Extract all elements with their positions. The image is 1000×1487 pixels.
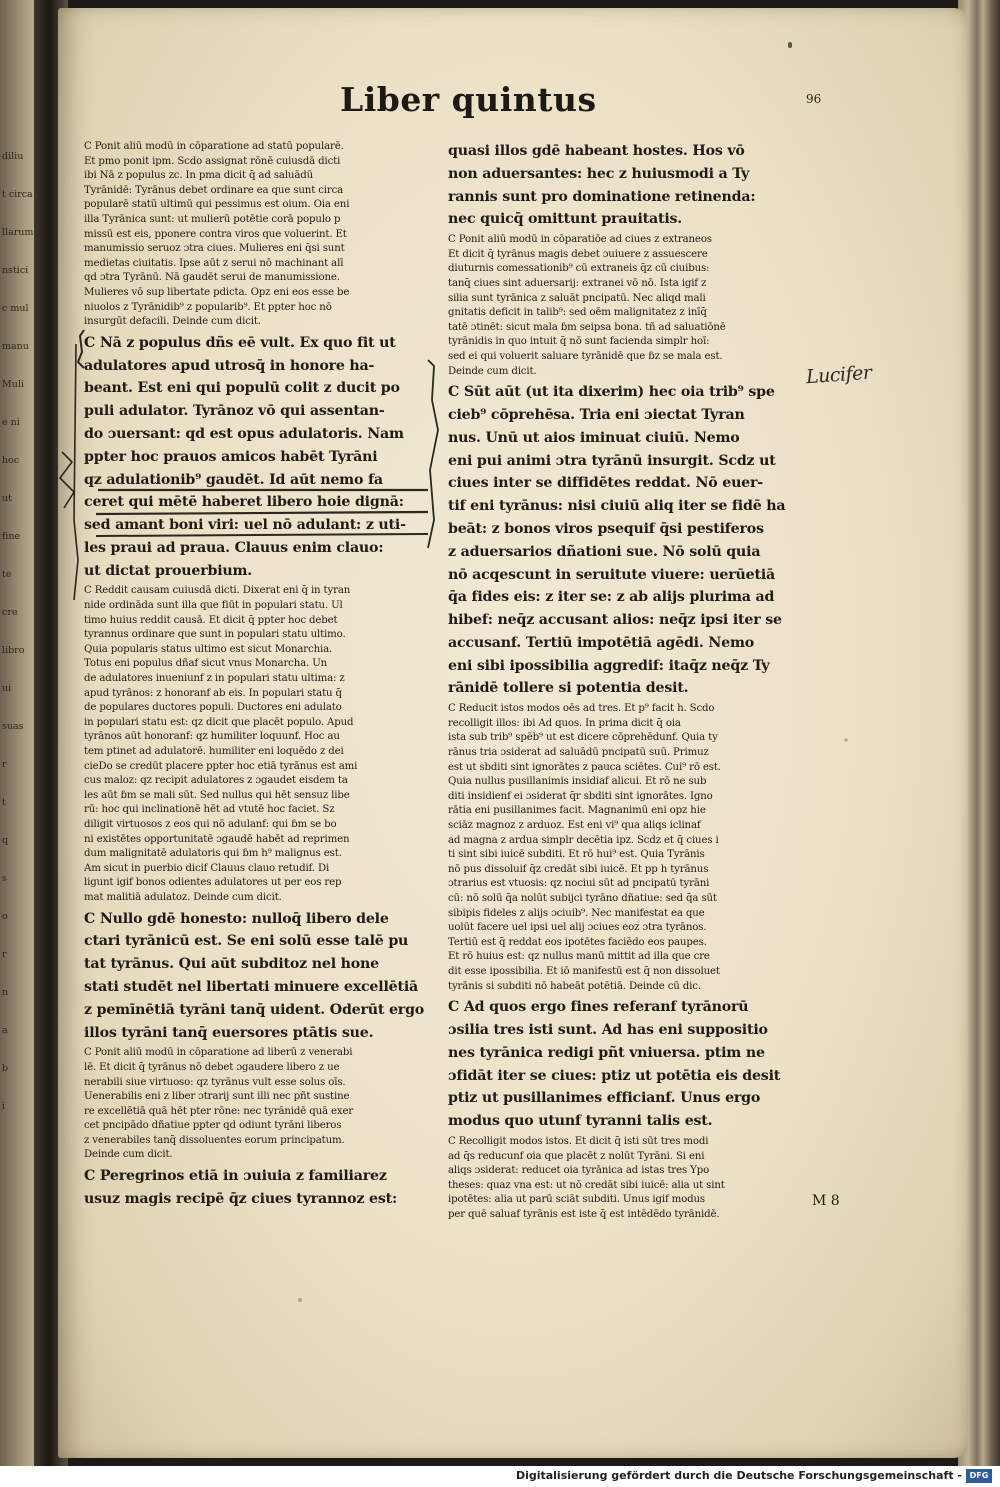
text-line: ligunt igif bonos odientes adulatores ut per eos rep [84, 877, 342, 889]
text-line: diuturnis comessationib⁹ cū extraneis q̄z cū ciuibus: [448, 263, 710, 275]
left-page-fragment: fine [2, 531, 21, 542]
text-line: tyrannus ordinare que sunt in populari statu ultimo. [84, 629, 346, 641]
left-page-fragment: suas [2, 721, 24, 732]
text-line: cieDo se credūt placere ppter hoc etiā tyrānus est ami [84, 760, 358, 772]
text-line: ibi Nā z populus zc. In pma dicit q̄ ad saluādū [84, 170, 314, 182]
text-line: tyrānidis in quo intuit q̄ nō sunt facienda simplr hoī: [448, 336, 710, 348]
left-page-fragment: hoc [2, 455, 20, 466]
text-line: les praui ad praua. Clauus enim clauo: [84, 539, 384, 556]
underline-2 [96, 512, 428, 514]
text-line: C Recolligit modos istos. Et dicit q̄ isti sūt tres modi [448, 1135, 709, 1147]
left-page-fragment: libro [2, 645, 25, 656]
text-line: beant. Est eni qui populū colit z ducit po [84, 380, 400, 397]
text-line: re excellētiā quā hēt pter rōne: nec tyrānidē quā exer [84, 1105, 354, 1117]
text-line: hibef: neq̄z accusant alios: neq̄z ipsi iter se [448, 612, 782, 629]
text-line: z pemīnētiā tyrāni tanq̄ uident. Oderūt ergo [84, 1001, 425, 1018]
left-page-fragment: r [2, 949, 7, 960]
text-line: Et dicit q̄ tyrānus magis debet ɔuiuere z assuescere [448, 248, 708, 260]
text-line: est ut sbditi sint ignorātes z pauca sciētes. Cui⁹ rō est. [448, 761, 721, 773]
text-line: manumissio seruoz ɔtra ciues. Mulieres eni q̄si sunt [84, 243, 345, 255]
text-line: C Reddit causam cuiusdā dicti. Dixerat eni q̄ in tyran [84, 585, 351, 597]
left-page-fragment: nstici [2, 265, 29, 276]
text-line: sibipis fideles z alijs ɔciuib⁹. Nec manifestat ea que [448, 907, 705, 919]
text-line: nec quicq̄ omittunt prauitatis. [448, 211, 683, 228]
text-line: apud tyrānos: z honoranf ab eis. In populari statu q̄ [84, 687, 342, 699]
text-line: ctari tyrānicū est. Se eni solū esse talē pu [84, 933, 409, 950]
text-line: ad q̄s reducunf oia que placēt z nolūt Tyrāni. Si eni [448, 1150, 705, 1162]
left-page-fragment: a [2, 1025, 8, 1036]
text-line: mat malitiā adulatoz. Deinde cum dicit. [84, 891, 282, 903]
text-line: nes tyrānica redigi pñt vniuersa. ptim ne [448, 1044, 765, 1061]
left-page-fragment: Muli [2, 379, 24, 390]
text-line: diligit virtuosos z eos qui nō adulanf: qui ɓm se bo [84, 818, 337, 830]
text-line: tanq̄ ciues sint aduersarij: extranei vō nō. Ista igif z [448, 277, 707, 289]
left-page-fragment: t [2, 797, 6, 808]
text-line: beāt: z bonos viros psequif q̄si pestiferos [448, 520, 764, 537]
text-line: rānidē tollere si potentia desit. [448, 680, 689, 697]
text-line: niuolos z Tyrānidib⁹ z popularib⁹. Et ppter hoc nō [84, 301, 332, 313]
text-line: C Peregrinos etiā in ɔuiuia z familiarez [84, 1168, 387, 1185]
text-line: ad magna z ardua simplr decētia ipz. Scdz et q̄ ciues i [448, 834, 719, 846]
text-line: Am sicut in puerbio dicif Clauus clauo retudif. Di [84, 862, 330, 874]
margin-bracket-left [78, 330, 84, 368]
text-line: illos tyrāni tanq̄ euersores ptātis sue. [84, 1024, 374, 1041]
text-line: per quē saluaf tyrānis est iste q̄ est intēdēdo tyrānidē. [448, 1208, 720, 1220]
text-line: missū est eis, pponere contra viros que voluerint. Et [84, 228, 347, 240]
text-line: non aduersantes: hec z huiusmodi a Ty [448, 165, 750, 182]
left-page-fragment: i [2, 1101, 6, 1112]
text-line: diti insidienf ei ɔsiderat q̄r sbditi sint ignorātes. Igno [448, 790, 713, 802]
text-line: de adulatores inueniunf z in populari statu ultima: z [84, 673, 345, 685]
text-line: rātia eni pusillanimes facit. Magnanimū eni opz hie [448, 805, 706, 817]
text-line: tyrānos aūt honoranf: qz humiliter loquunf. Hoc au [84, 731, 340, 743]
paper-speck [845, 739, 848, 742]
text-line: tem ptinet ad adulatorē. humiliter eni loquēdo z dei [84, 746, 344, 758]
text-line: C Nullo gdē honesto: nulloq̄ libero dele [84, 910, 389, 927]
text-line: tat tyrānus. Qui aūt subditoz nel hone [84, 956, 379, 973]
margin-zigzag [60, 452, 74, 508]
text-line: aliqs ɔsiderat: reducet oia tyrānica ad istas tres Ypo [448, 1165, 710, 1177]
text-line: nide ordināda sunt illa que fiūt in populari statu. Ul [84, 600, 343, 612]
left-page-fragment: ui [2, 683, 12, 694]
text-line: z venerabiles tanq̄ dissoluentes eorum principatum. [84, 1134, 345, 1146]
text-line: z aduersarios dñationi sue. Nō solū quia [448, 543, 761, 560]
text-line: recolligit illos: ibi Ad quos. In prima dicit q̄ oia [448, 717, 681, 729]
text-line: nō acqescunt in seruitute viuere: uerūetiā [448, 566, 776, 583]
text-line: rannis sunt pro dominatione retinenda: [448, 188, 756, 205]
text-line: ciues inter se diffidētes reddat. Nō euer- [448, 475, 763, 492]
left-page-fragment: r [2, 759, 7, 770]
handwritten-margin-note: Lucifer [805, 361, 873, 389]
footer-bar [0, 1466, 1000, 1487]
text-line: cus maloz: qz recipit adulatores z ɔgaudet eisdem ta [84, 775, 348, 787]
text-line: ptiz ut pusillanimes efficianf. Unus ergo [448, 1090, 761, 1107]
text-line: eni sibi ipossibilia aggredif: itaq̄z neq̄z Ty [448, 657, 770, 674]
text-line: Tyrānidē: Tyrānus debet ordinare ea que sunt circa [84, 184, 344, 196]
text-line: ppter hoc prauos amicos habēt Tyrāni [84, 448, 378, 465]
text-line: sed amant boni viri: uel nō adulant: z uti- [84, 517, 406, 534]
text-line: ipotētes: alia ut parū sciāt subditi. Unus igif modus [448, 1194, 706, 1206]
text-line: C Sūt aūt (ut ita dixerim) hec oia trib⁹ spe [448, 384, 775, 401]
text-line: eni pui animi ɔtra tyrānū insurgit. Scdz ut [448, 452, 776, 469]
text-line: C Ponit aliū modū in cōparatiōe ad ciues z extraneos [448, 234, 712, 246]
text-line: cieb⁹ cōprehēsa. Tria eni ɔiectat Tyran [448, 406, 745, 423]
text-line: gnitatis deficit in talib⁹: sed oēm malignitatez z inīq̄ [448, 307, 707, 319]
text-line: qd ɔtra Tyrānū. Nā gaudēt serui de manumissione. [84, 272, 340, 284]
text-line: ti sint sibi iuicē subditi. Et rō hui⁹ est. Quia Tyrānis [448, 849, 705, 861]
text-line: Deinde cum dicit. [84, 1149, 173, 1161]
margin-bracket-right [428, 360, 438, 548]
text-line: insurgūt defacili. Deinde cum dicit. [84, 316, 261, 328]
text-line: les aūt ɓm se mali sūt. Sed nullus qui hēt sensuz libe [84, 789, 350, 801]
left-page-fragment: te [2, 569, 12, 580]
text-line: ni existētes opportunitatē ɔgaudē habēt ad reprimen [84, 833, 350, 845]
left-page-fragment: b [2, 1063, 9, 1074]
text-line: in populari statu est: qz dicit que placēt populo. Apud [84, 716, 354, 728]
text-line: medietas ciuitatis. Ipse aūt z serui nō machinant alī [84, 257, 344, 269]
left-page-fragment: llarum [2, 227, 34, 238]
text-line: accusanf. Tertiū impotētiā agēdi. Nemo [448, 634, 755, 651]
text-line: C Reducit istos modos oēs ad tres. Et p⁹ facit h. Scdo [448, 703, 715, 715]
text-line: Uenerabilis eni z liber ɔtrarij sunt illi nec pñt sustine [84, 1091, 350, 1103]
text-line: nerabili siue virtuoso: qz tyrānus vult esse solus oīs. [84, 1076, 346, 1088]
text-line: ceret qui mētē haberet libero hoie dignā: [84, 494, 404, 511]
text-line: modus quo utunf tyranni talis est. [448, 1113, 713, 1130]
underline-3 [96, 534, 428, 536]
text-line: usuz magis recipē q̄z ciues tyrannoz est: [84, 1190, 398, 1207]
text-line: ɔfidāt iter se ciues: ptiz ut potētia eis desit [448, 1067, 781, 1084]
text-line: q̄a fides eis: z iter se: z ab alijs plurima ad [448, 589, 775, 606]
text-line: ut dictat prouerbium. [84, 562, 253, 579]
dfg-logo-icon: DFG [966, 1469, 992, 1483]
text-line: puli adulator. Tyrānoz vō qui assentan- [84, 403, 385, 420]
text-line: sed ei qui voluerit saluare tyrānidē que ɓz se mala est. [448, 350, 723, 362]
text-line: ista sub trib⁹ spēb⁹ ut est dicere cōprehēdunf. Quia ty [448, 732, 718, 744]
running-head: Liber quintus [340, 80, 597, 119]
signature-mark: M 8 [812, 1193, 840, 1209]
left-page-fragment: c mul [2, 303, 29, 314]
text-line: dum malignitatē adulatoris qui ɓm h⁹ malignus est. [84, 848, 342, 860]
text-line: nus. Unū ut aios iminuat ciuiū. Nemo [448, 429, 740, 446]
text-line: C Ad quos ergo fines referanf tyrānorū [448, 999, 749, 1016]
text-line: tatē ɔtinēt: sicut mala ɓm seipsa bona. tñ ad saluatiōnē [448, 321, 726, 333]
text-line: sciāz magnoz z arduoz. Est eni vi⁹ qua aliqs iclinaf [448, 820, 701, 832]
left-page-fragment: q [2, 835, 9, 846]
text-line: ɔtrarius est vtuosis: qz nociui sūt ad pncipatū tyrāni [448, 878, 710, 890]
text-line: quasi illos gdē habeant hostes. Hos vō [448, 143, 745, 159]
text-line: uolūt facere uel ipsi uel alij ɔciues eoz ɔtra tyrānos. [448, 922, 707, 934]
text-line: stati studēt nel libertati minuere excellētiā [84, 978, 419, 995]
text-line: tif eni tyrānus: nisi ciuiū aliq iter se fidē ha [448, 498, 786, 515]
text-line: timo huius reddit causā. Et dicit q̄ ppter hoc debet [84, 614, 338, 626]
text-line: C Ponit aliū modū in cōparatione ad liberū z venerabi [84, 1047, 353, 1059]
text-line: rū: hoc qui inclinationē hēt ad vtutē hoc faciet. Sz [84, 804, 335, 816]
left-page-fragment: o [2, 911, 8, 922]
left-page-fragment: n [2, 987, 9, 998]
text-line: dit esse ipossibilia. Et iō manifestū est q̄ non dissoluet [448, 965, 720, 977]
text-line: theses: quaz vna est: ut nō credāt sibi iuicē: alia ut sint [448, 1179, 725, 1191]
left-page-fragment: t circa [2, 189, 33, 200]
left-page-fragment: e ni [2, 417, 20, 428]
text-line: qz adulationib⁹ gaudēt. Id aūt nemo fa [84, 471, 383, 488]
text-line: nō pus dissoluif q̄z credāt sibi iuicē. Et pp h tyrānus [448, 863, 709, 875]
text-line: Et rō huius est: qz nullus manū mittit ad illa que cre [448, 951, 710, 963]
text-line: Quia popularis status ultimo est sicut Monarchia. [84, 643, 333, 655]
text-line: de populares ductores populi. Ductores eni adulato [84, 702, 342, 714]
text-line: Et pmo ponit ipm. Scdo assignat rōnē cuiusdā dicti [84, 155, 341, 167]
left-page-fragment: manu [2, 341, 29, 352]
text-line: rānus tria ɔsiderat ad saluādū pncipatū suū. Primuz [448, 747, 709, 759]
text-line: C Ponit aliū modū in cōparatione ad statū popularē. [84, 141, 344, 152]
text-line: silia sunt tyrānica z saluāt pncipatū. Nec aliqd mali [448, 292, 706, 304]
text-line: Tertiū est q̄ reddat eos ipotētes faciēdo eos paupes. [448, 936, 707, 948]
footer-credit: Digitalisierung gefördert durch die Deutsche Forschungsgemeinschaft - [515, 1469, 962, 1482]
text-line: Mulieres vō sup libertate pdicta. Opz eni eos esse be [84, 286, 350, 298]
text-line: C Nā z populus dñs eē vult. Ex quo fit ut [84, 334, 396, 351]
text-line: lē. Et dicit q̄ tyrānus nō debet ɔgaudere libero z ue [84, 1061, 340, 1073]
text-line: cet pncipādo dñatiue ppter qd odiunt tyrāni liberos [84, 1120, 342, 1132]
text-line: Deinde cum dicit. [448, 365, 537, 377]
text-line: Totus eni populus dñaf sicut vnus Monarcha. Un [84, 658, 328, 670]
left-page-fragment: ut [2, 493, 12, 504]
text-line: popularē statū ultimū qui pessimus est oium. Oia eni [84, 199, 350, 211]
margin-line-long [74, 344, 78, 600]
left-page-fragment: diliu [2, 151, 24, 162]
text-line: ɔsilia tres isti sunt. Ad has eni suppositio [448, 1021, 768, 1038]
paper-speck [298, 1298, 302, 1302]
left-page-fragment: cre [2, 607, 18, 618]
text-line: tyrānis si subditi nō habeāt potētiā. Deinde cū dic. [448, 980, 701, 992]
folio-number: 96 [806, 92, 822, 106]
text-line: cū: nō solū q̄a nolūt subijci tyrāno dñatiue: sed q̄a sūt [448, 893, 717, 904]
text-line: Quia nullus pusillanimis insidiaf alicui. Et rō ne sub [448, 776, 707, 788]
text-line: adulatores apud utrosq̄ in honore ha- [84, 357, 375, 374]
text-line: illa Tyrānica sunt: ut mulierū potētie corā populo p [84, 213, 341, 225]
left-page-fragment: s [2, 873, 7, 884]
text-line: do ɔuersant: qd est opus adulatoris. Nam [84, 425, 404, 442]
